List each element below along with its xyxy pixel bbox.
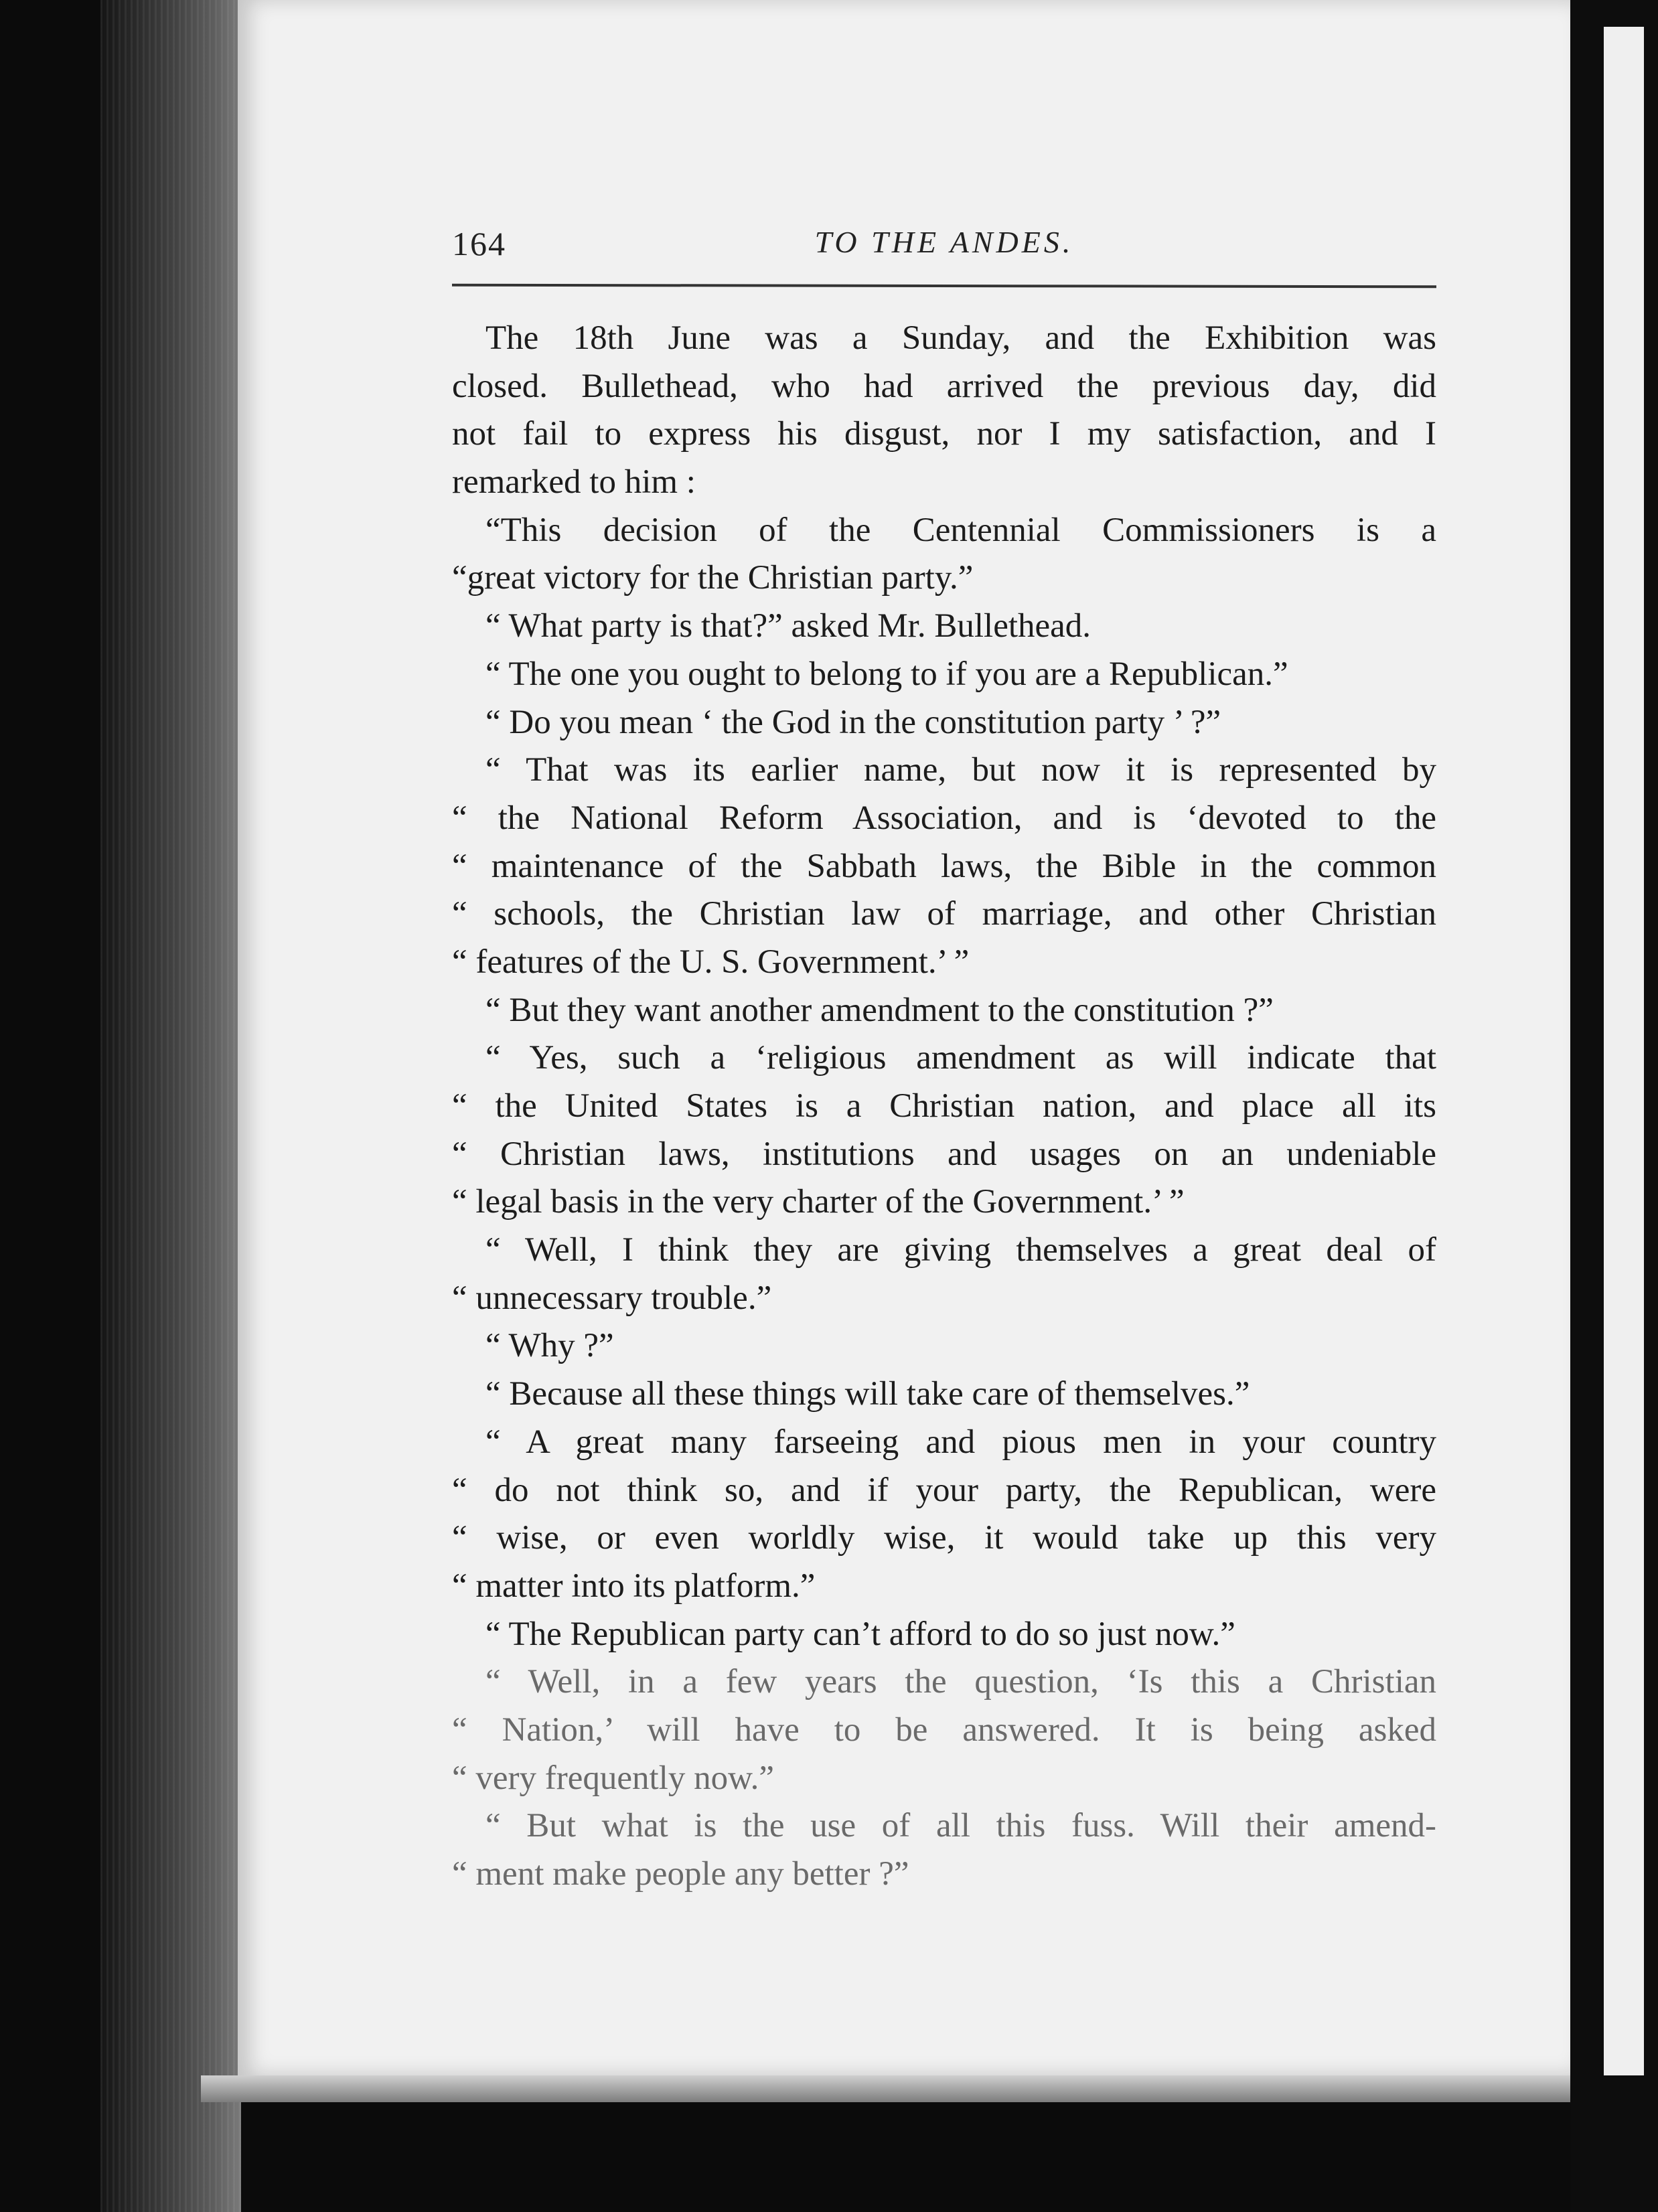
text-line: “ do not think so, and if your party, the Republican, were [452, 1471, 1436, 1509]
text-line: “ What party is that?” asked Mr. Bullethead. [485, 607, 1091, 645]
text-line: “ Because all these things will take care of themselves.” [485, 1375, 1250, 1413]
text-line: “great victory for the Christian party.” [452, 559, 974, 597]
text-line: not fail to express his disgust, nor I my satisfaction, and I [452, 415, 1436, 453]
text-line: “ Do you mean ‘ the God in the constitution party ’ ?” [485, 703, 1221, 741]
text-line: “ Well, I think they are giving themselves a great deal of [485, 1231, 1436, 1269]
text-line: closed. Bullethead, who had arrived the previous day, did [452, 367, 1436, 405]
text-line: “ legal basis in the very charter of the Government.’ ” [452, 1183, 1185, 1221]
text-line: “ That was its earlier name, but now it is represented by [485, 751, 1436, 789]
page-header [452, 224, 1436, 271]
page-bottom-edge [201, 2075, 1587, 2102]
text-line: “ The one you ought to belong to if you are a Republican.” [485, 655, 1288, 693]
text-line: “ Yes, such a ‘religious amendment as will indicate that [485, 1039, 1436, 1077]
running-head: TO THE ANDES. [814, 225, 1074, 259]
text-line: “ But they want another amendment to the constitution ?” [485, 991, 1274, 1029]
text-line: “ features of the U. S. Government.’ ” [452, 943, 970, 981]
text-line: “ A great many farseeing and pious men in your country [485, 1423, 1436, 1461]
text-line: “ maintenance of the Sabbath laws, the Bible in the common [452, 847, 1436, 885]
text-line: “This decision of the Centennial Commissioners is a [485, 511, 1436, 549]
text-line: “ Why ?” [485, 1327, 614, 1365]
body-text [452, 315, 1436, 1899]
text-line: “ the United States is a Christian nation, and place all its [452, 1087, 1436, 1125]
text-line: remarked to him : [452, 463, 696, 501]
book-binding-edge [100, 0, 241, 2212]
text-line: “ the National Reform Association, and is ‘devoted to the [452, 799, 1436, 837]
text-line: “ But what is the use of all this fuss. Will their amend- [485, 1807, 1436, 1845]
next-page-sliver [1604, 27, 1644, 2075]
text-line: “ Nation,’ will have to be answered. It is being asked [452, 1711, 1436, 1749]
text-line: “ very frequently now.” [452, 1759, 774, 1797]
text-line: “ ment make people any better ?” [452, 1855, 909, 1893]
text-line: “ The Republican party can’t afford to do so just now.” [485, 1615, 1235, 1653]
text-line: “ matter into its platform.” [452, 1567, 816, 1605]
text-line: “ Well, in a few years the question, ‘Is this a Christian [485, 1663, 1436, 1701]
text-line: “ schools, the Christian law of marriage, and other Christian [452, 895, 1436, 933]
text-line: “ wise, or even worldly wise, it would take up this very [452, 1519, 1436, 1557]
page-number: 164 [452, 225, 506, 262]
text-line: “ Christian laws, institutions and usages on an undeniable [452, 1135, 1436, 1173]
text-line: “ unnecessary trouble.” [452, 1279, 772, 1317]
text-line: The 18th June was a Sunday, and the Exhibition was [485, 319, 1436, 357]
